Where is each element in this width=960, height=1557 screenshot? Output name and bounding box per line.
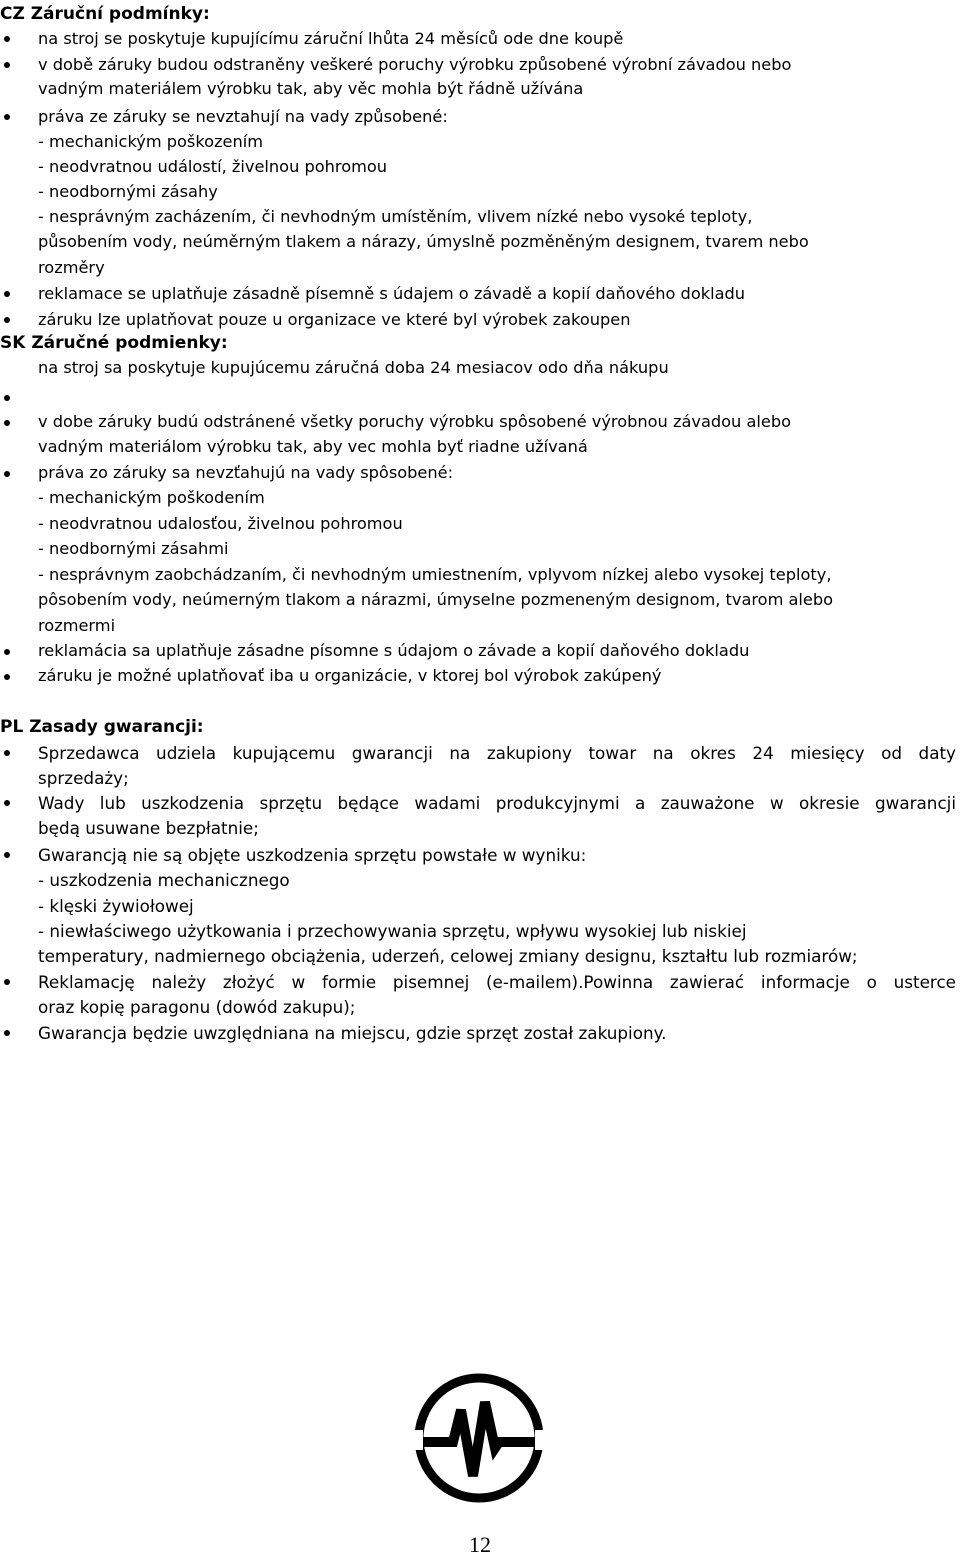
pl-line: - niewłaściwego użytkowania i przechowywania sprzętu, wpływu wysokiej lub niskiej [38,921,747,941]
sk-line: záruku je možné uplatňovať iba u organizácie, v ktorej bol výrobok zakúpený [38,666,662,685]
cz-line: v době záruky budou odstraněny veškeré poruchy výrobku způsobené výrobní závadou nebo [38,55,792,74]
sk-line: - neodvratnou udalosťou, živelnou pohromou [38,514,403,533]
bullet-icon [4,36,10,42]
sk-line: reklamácia sa uplatňuje zásadne písomne s údajom o závade a kopií daňového dokladu [38,641,750,660]
pl-line: Sprzedawca udziela kupującemu gwarancji na zakupiony towar na okres 24 miesięcy od daty [38,743,956,763]
bullet-icon [4,649,10,655]
bullet-icon [4,395,10,401]
cz-line: působením vody, neúměrným tlakem a nárazy, úmyslně pozměněným designem, tvarem nebo [38,232,809,251]
bullet-icon [4,291,10,297]
bullet-icon [4,852,10,858]
page-number: 12 [469,1532,491,1557]
bullet-icon [4,420,10,426]
sk-line: vadným materiálom výrobku tak, aby vec mohla byť riadne užívaná [38,437,588,456]
bullet-icon [4,750,10,756]
pl-line: - uszkodzenia mechanicznego [38,870,290,890]
pl-line: temperatury, nadmiernego obciążenia, uderzeń, celowej zmiany designu, kształtu lub rozmiarów; [38,946,858,966]
sk-line: na stroj sa poskytuje kupujúcemu záručná doba 24 mesiacov odo dňa nákupu [38,358,669,377]
cz-line: reklamace se uplatňuje zásadně písemně s údajem o závadě a kopií daňového dokladu [38,284,746,303]
cz-line: - neodbornými zásahy [38,182,218,201]
cz-line: záruku lze uplatňovat pouze u organizace ve které byl výrobek zakoupen [38,310,631,329]
sk-line: pôsobením vody, neúmerným tlakom a nárazmi, úmyselne pozmeneným designom, tvarom alebo [38,590,834,609]
cz-line: vadným materiálem výrobku tak, aby věc mohla být řádně užívána [38,79,584,98]
pl-heading: PL Zasady gwarancji: [0,717,204,737]
sk-line: práva zo záruky sa nevzťahujú na vady spôsobené: [38,463,454,482]
bullet-icon [4,800,10,806]
pl-line: Gwarancją nie są objęte uszkodzenia sprzętu powstałe w wyniku: [38,845,587,865]
pl-line: Reklamację należy złożyć w formie pisemnej (e-mailem).Powinna zawierać informacje o usterce [38,972,956,992]
sk-line: v dobe záruky budú odstránené všetky poruchy výrobku spôsobené výrobnou závadou alebo [38,412,792,431]
bullet-icon [4,674,10,680]
sk-line: - neodbornými zásahmi [38,539,229,558]
pl-line: będą usuwane bezpłatnie; [38,818,259,838]
cz-line: - mechanickým poškozením [38,132,264,151]
pl-line: - klęski żywiołowej [38,896,194,916]
bullet-icon [4,114,10,120]
bullet-icon [4,62,10,68]
cz-line: - neodvratnou událostí, živelnou pohromou [38,157,388,176]
cz-heading: CZ Záruční podmínky: [0,4,210,24]
pl-line: Gwarancja będzie uwzględniana na miejscu, gdzie sprzęt został zakupiony. [38,1023,667,1043]
heartbeat-wave-logo-icon [413,1372,545,1504]
cz-line: práva ze záruky se nevztahují na vady způsobené: [38,107,448,126]
bullet-icon [4,471,10,477]
sk-line: rozmermi [38,616,116,635]
cz-line: na stroj se poskytuje kupujícímu záruční lhůta 24 měsíců ode dne koupě [38,29,624,48]
bullet-icon [4,317,10,323]
pl-line: sprzedaży; [38,768,129,788]
sk-line: - mechanickým poškodením [38,488,265,507]
bullet-icon [4,1030,10,1036]
cz-line: - nesprávným zacházením, či nevhodným umístěním, vlivem nízké nebo vysoké teploty, [38,207,753,226]
sk-line: - nesprávnym zaobchádzaním, či nevhodným umiestnením, vplyvom nízkej alebo vysokej teploty, [38,565,832,584]
pl-line: oraz kopię paragonu (dowód zakupu); [38,997,356,1017]
bullet-icon [4,979,10,985]
pl-line: Wady lub uszkodzenia sprzętu będące wadami produkcyjnymi a zauważone w okresie gwarancji [38,793,956,813]
sk-heading: SK Záručné podmienky: [0,333,228,353]
cz-line: rozměry [38,258,105,277]
